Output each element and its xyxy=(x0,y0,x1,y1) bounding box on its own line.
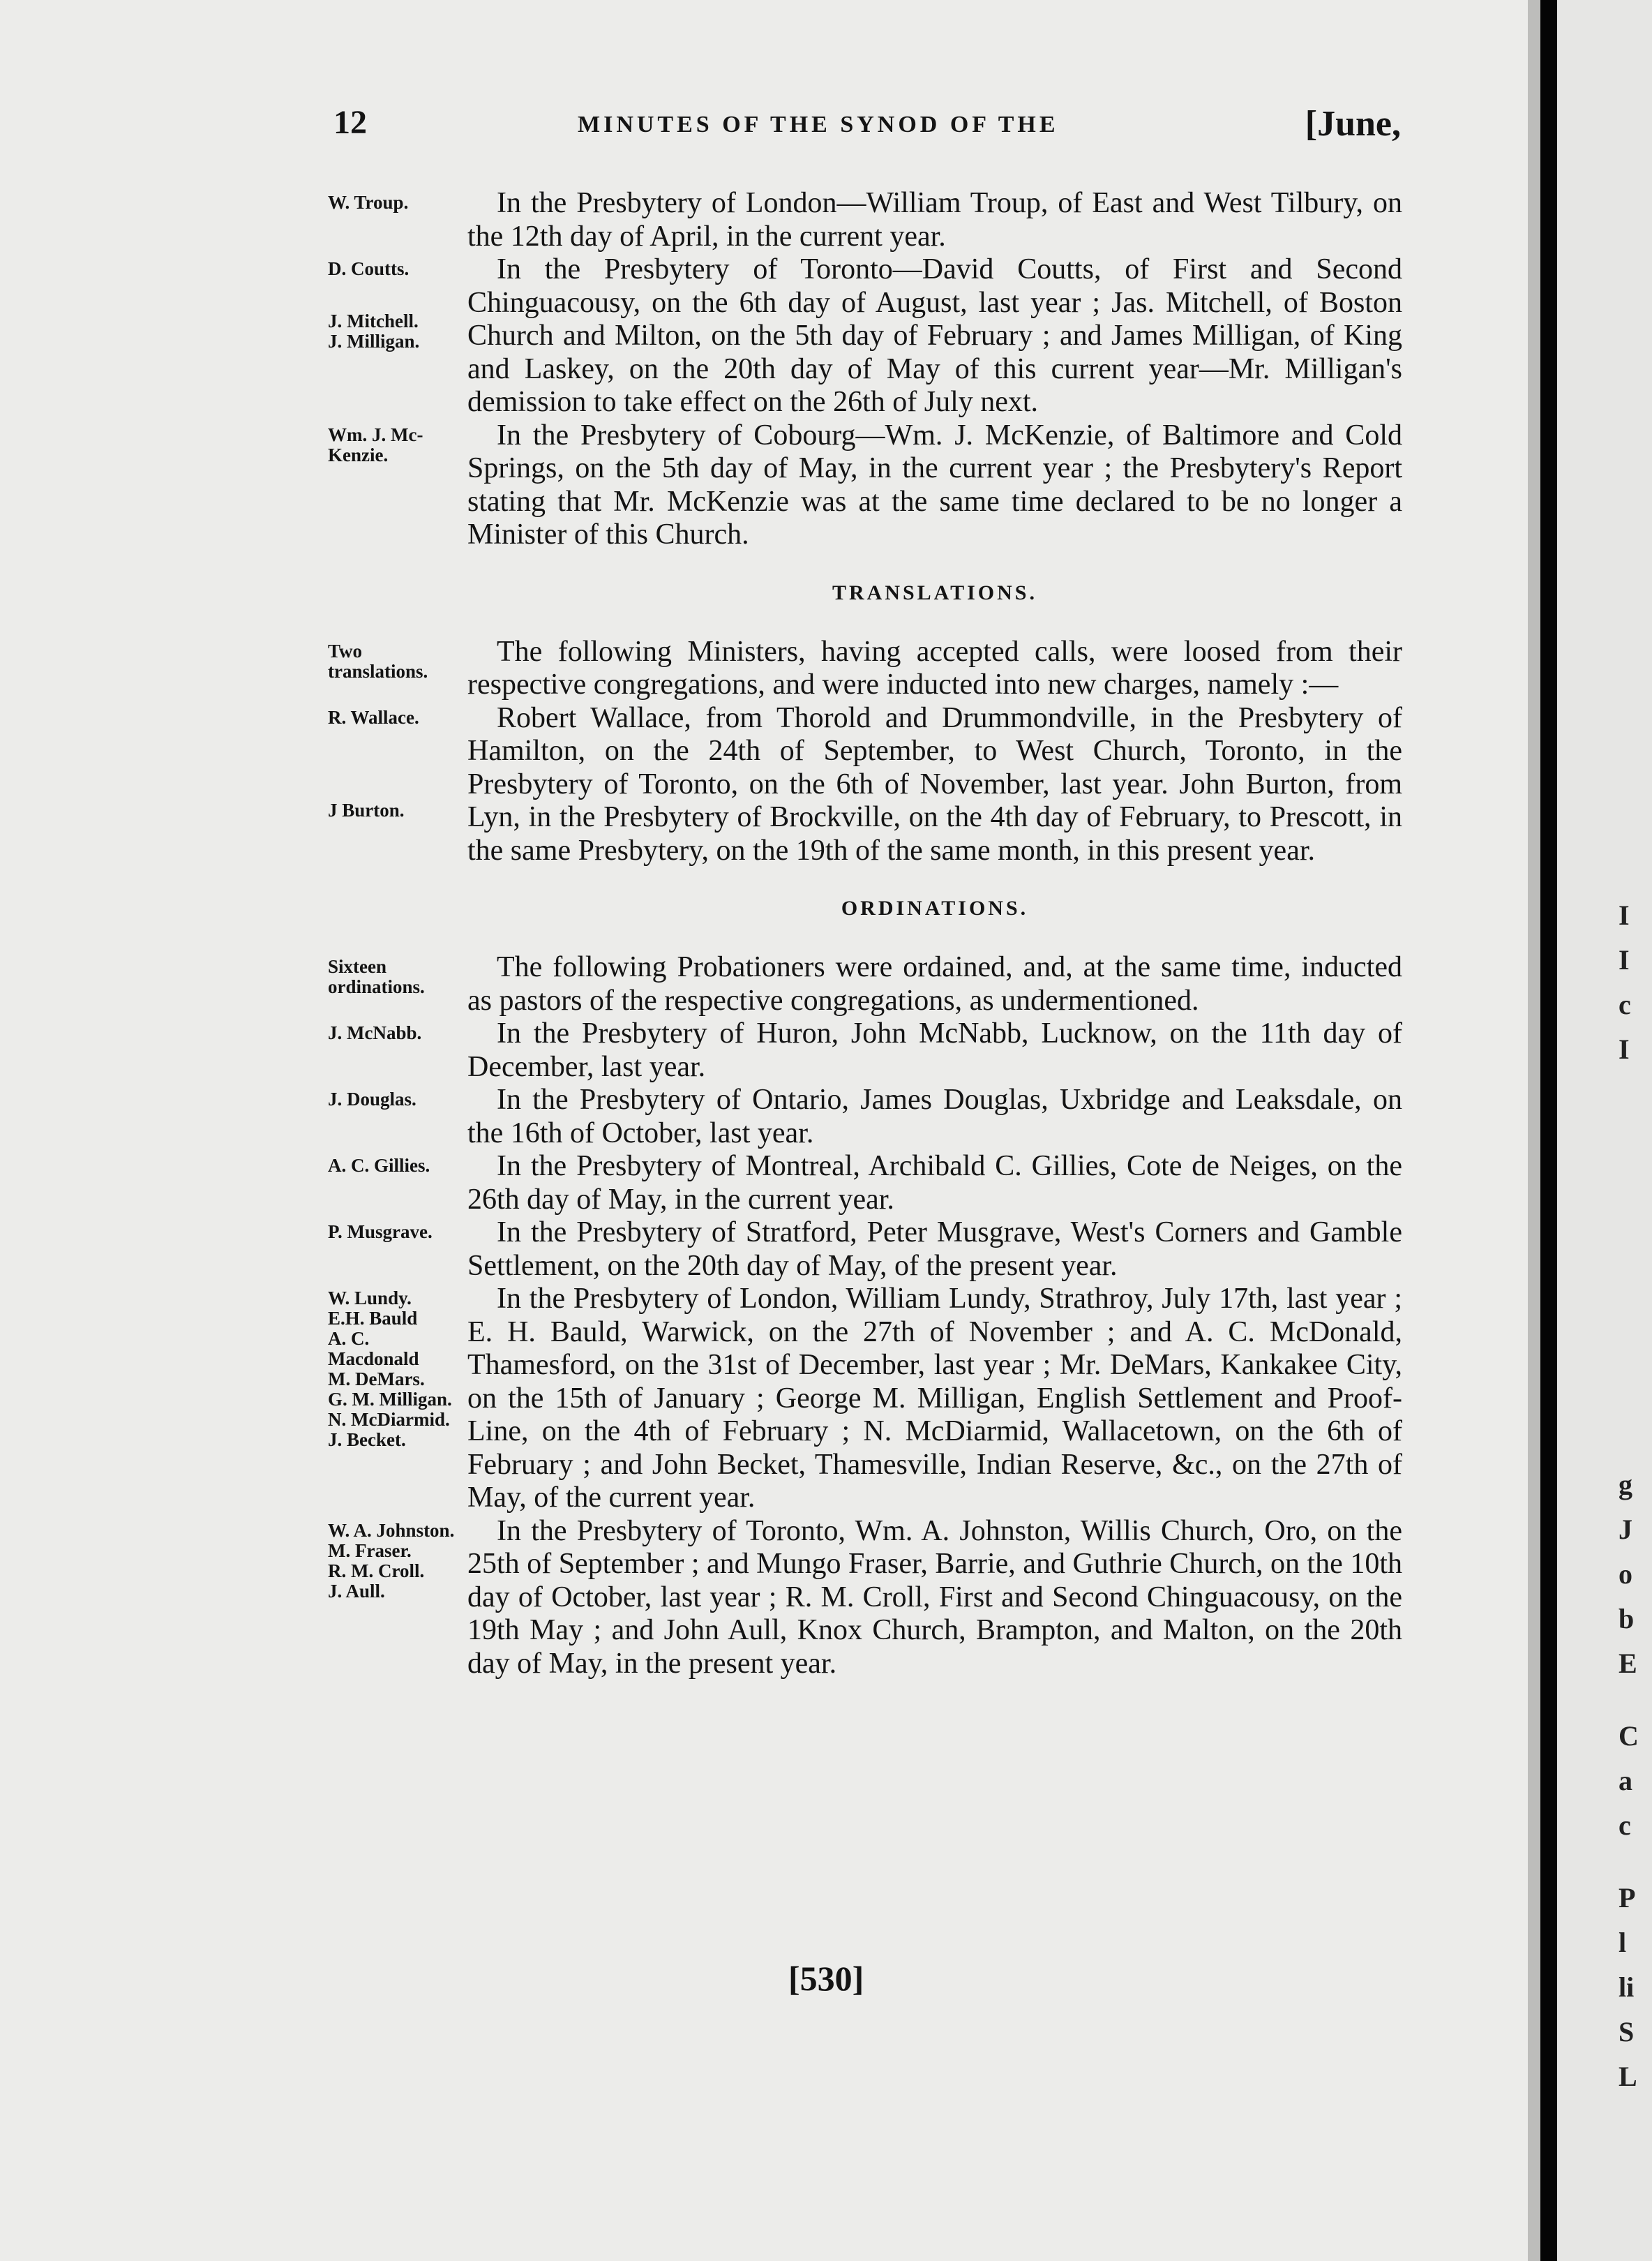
page-footer-marker: [530] xyxy=(788,1959,864,1998)
margin-note: R. Wallace. J Burton. xyxy=(328,706,419,821)
paragraph-text: In the Presbytery of Huron, John McNabb, Lucknow, on the 11th day of December, last year. xyxy=(467,1017,1402,1083)
paragraph-musgrave xyxy=(328,1216,1402,1283)
page-body xyxy=(328,187,1402,1680)
page-header xyxy=(333,103,1401,159)
section-heading-ordinations: ORDINATIONS. xyxy=(841,897,1029,920)
paragraph-text: Robert Wallace, from Thorold and Drummondville, in the Presbytery of Hamilton, on the 24th of September, to West Church, Toronto, in the Presbytery of Toronto, on the 6th of November, last year. John Burton, from Lyn, in the Presbytery of Brockville, on the 4th day of February, to Prescott, in the same Presbytery, on the 19th of the same month, in this present year. xyxy=(467,701,1402,867)
paragraph-mckenzie xyxy=(328,419,1402,552)
paragraph-text: In the Presbytery of London—William Troup, of East and West Tilbury, on the 12th day of April, in the current year. xyxy=(467,187,1402,253)
margin-note: J. Douglas. xyxy=(328,1089,416,1110)
page-number: 12 xyxy=(333,104,367,141)
paragraph-text: In the Presbytery of Cobourg—Wm. J. McKenzie, of Baltimore and Cold Springs, on the 5th day of May, in the current year ; the Presbytery's Report stating that Mr. McKenzie was at the same time declared to be no longer a Minister of this Church. xyxy=(467,419,1402,551)
paragraph-text: The following Ministers, having accepted calls, were loosed from their respective congregations, and were inducted into new charges, namely :— xyxy=(467,635,1402,701)
paragraph-text: In the Presbytery of Toronto, Wm. A. Johnston, Willis Church, Oro, on the 25th of September ; and Mungo Fraser, Barrie, and Guthrie Church, on the 10th day of October, last year ; R. M. Croll, First and Second Chinguacousy, on the 19th May ; and John Aull, Knox Church, Brampton, and Malton, on the 20th day of May, in the present year. xyxy=(467,1514,1402,1680)
paragraph-text: In the Presbytery of Montreal, Archibald C. Gillies, Cote de Neiges, on the 26th day of May, in the current year. xyxy=(467,1150,1402,1216)
margin-note: W. Lundy. E.H. Bauld A. C. Macdonald M. DeMars. G. M. Milligan. N. McDiarmid. J. Becket. xyxy=(328,1288,452,1450)
paragraph-w-troup xyxy=(328,187,1402,253)
paragraph-text: In the Presbytery of London, William Lundy, Strathroy, July 17th, last year ; E. H. Bauld, Warwick, on the 27th of November ; and A. C. McDonald, Thamesford, on the 31st of December, last year ; Mr. DeMars, Kankakee City, on the 15th of January ; George M. Milligan, English Settlement and Proof-Line, on the 4th of February ; N. McDiarmid, Wallacetown, on the 6th of February ; and John Becket, Thamesville, Indian Reserve, &c., on the 27th of May, of the current year. xyxy=(467,1283,1402,1514)
running-title: MINUTES OF THE SYNOD OF THE xyxy=(578,112,1059,137)
page-edge xyxy=(1528,0,1540,2261)
paragraph-mcnabb xyxy=(328,1017,1402,1084)
paragraph-gillies xyxy=(328,1150,1402,1216)
paragraph-toronto-ordinations xyxy=(328,1515,1402,1681)
margin-note: J. McNabb. xyxy=(328,1022,422,1043)
section-heading-translations: TRANSLATIONS. xyxy=(832,581,1037,604)
margin-note: Sixteen ordinations. xyxy=(328,956,425,997)
paragraph-london-ordinations xyxy=(328,1283,1402,1515)
margin-note: P. Musgrave. xyxy=(328,1221,433,1242)
paragraph-text: The following Probationers were ordained, and, at the same time, inducted as pastors of the respective congregations, as undermentioned. xyxy=(467,951,1402,1017)
margin-note: W. A. Johnston. M. Fraser. R. M. Croll. J. Aull. xyxy=(328,1519,455,1602)
adjacent-page-letters: I I c I g J o b E C a c P l li S L xyxy=(1619,900,1639,2092)
running-date: [June, xyxy=(1305,104,1401,144)
paragraph-sixteen-ordinations xyxy=(328,951,1402,1017)
margin-note: W. Troup. xyxy=(328,192,409,213)
paragraph-toronto-demissions xyxy=(328,253,1402,419)
paragraph-two-translations xyxy=(328,636,1402,702)
margin-note: Wm. J. Mc-Kenzie. xyxy=(328,424,423,465)
margin-note: A. C. Gillies. xyxy=(328,1155,430,1176)
margin-note: Two translations. xyxy=(328,640,428,682)
paragraph-douglas xyxy=(328,1084,1402,1150)
paragraph-wallace-burton xyxy=(328,702,1402,868)
gutter-shadow xyxy=(1540,0,1557,2261)
margin-note: D. Coutts. J. Mitchell. J. Milligan. xyxy=(328,258,420,352)
paragraph-text: In the Presbytery of Ontario, James Douglas, Uxbridge and Leaksdale, on the 16th of October, last year. xyxy=(467,1084,1402,1149)
paragraph-text: In the Presbytery of Stratford, Peter Musgrave, West's Corners and Gamble Settlement, on the 20th day of May, of the present year. xyxy=(467,1216,1402,1282)
paragraph-text: In the Presbytery of Toronto—David Coutts, of First and Second Chinguacousy, on the 6th day of August, last year ; Jas. Mitchell, of Boston Church and Milton, on the 5th day of February ; and James Milligan, of King and Laskey, on the 20th day of May of this current year—Mr. Milligan's demission to take effect on the 26th of July next. xyxy=(467,253,1402,418)
